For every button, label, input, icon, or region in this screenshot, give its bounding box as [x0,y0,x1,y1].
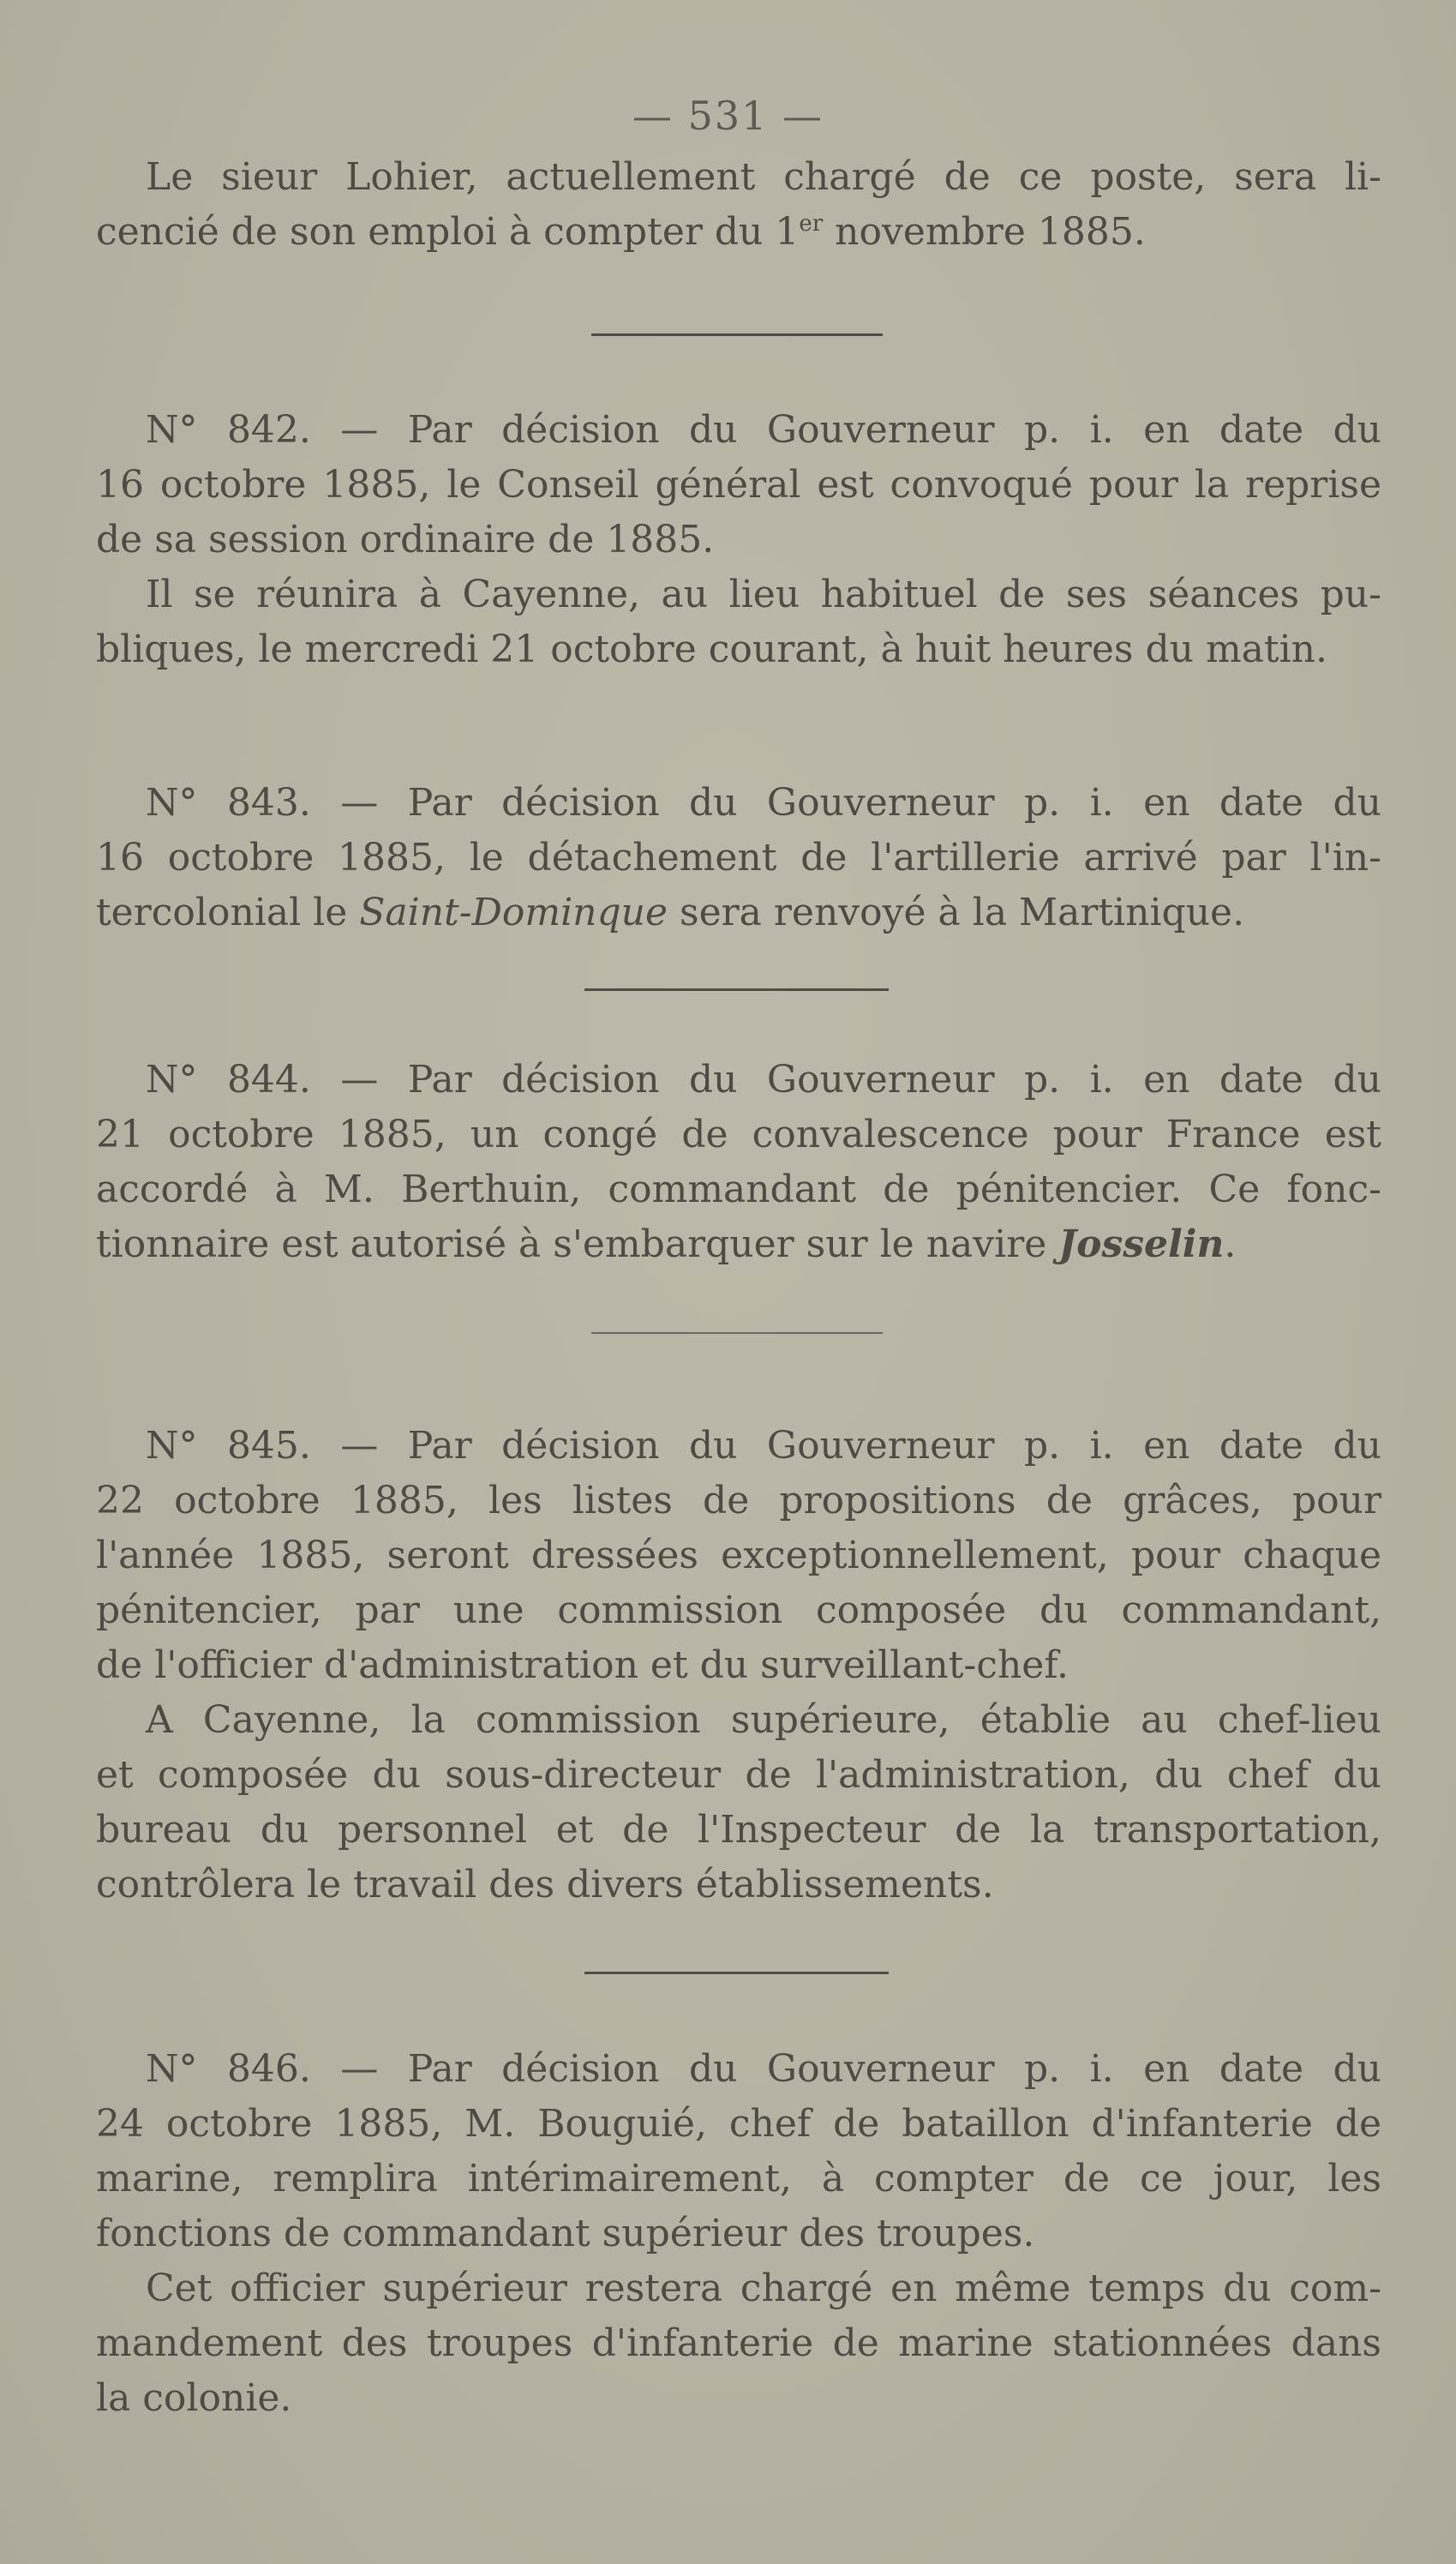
text-line: accordé à M. Berthuin, commandant de pénitencier. Ce fonc- [96,1168,1381,1211]
text-line: bliques, le mercredi 21 octobre courant, à huit heures du matin. [96,627,1327,671]
page-number: — 531 — [632,93,824,139]
text-line: N° 846. — Par décision du Gouverneur p. i. en date du [146,2047,1381,2091]
ship-name: Josselin [1058,1222,1225,1266]
text-line: de sa session ordinaire de 1885. [96,518,715,561]
text-line: l'année 1885, seront dressées exceptionnellement, pour chaque [96,1534,1381,1577]
text-line: marine, remplira intérimairement, à compter de ce jour, les [96,2157,1381,2201]
text-line: 24 octobre 1885, M. Bouguié, chef de bataillon d'infanterie de [96,2102,1381,2146]
section-divider [591,1332,883,1334]
text-line: pénitencier, par une commission composée du commandant, [96,1588,1381,1632]
decision-844 [96,1053,1381,1272]
text-line: bureau du personnel et de l'Inspecteur de la transportation, [96,1808,1381,1852]
text-line: mandement des troupes d'infanterie de marine stationnées dans [96,2321,1381,2365]
text-line: 22 octobre 1885, les listes de propositions de grâces, pour [96,1479,1381,1522]
text-line: N° 842. — Par décision du Gouverneur p. i. en date du [146,408,1381,452]
text-line: contrôlera le travail des divers établissements. [96,1863,994,1906]
text-line: de l'officier d'administration et du surveillant-chef. [96,1643,1070,1687]
text-line: Cet officier supérieur restera chargé en même temps du com- [146,2267,1381,2310]
section-divider [584,988,889,991]
text-line: tionnaire est autorisé à s'embarquer sur le navire Josselin. [96,1222,1237,1266]
superscript: er [799,211,824,237]
text-line: 16 octobre 1885, le détachement de l'artillerie arrivé par l'in- [96,836,1381,880]
text-line: N° 843. — Par décision du Gouverneur p. i. en date du [146,781,1381,825]
text-line: N° 844. — Par décision du Gouverneur p. i. en date du [146,1058,1381,1102]
text-line: cencié de son emploi à compter du 1er novembre 1885. [96,210,1146,254]
text-line: 16 octobre 1885, le Conseil général est convoqué pour la reprise [96,463,1381,507]
text-line: la colonie. [96,2376,292,2420]
text-line: fonctions de commandant supérieur des troupes. [96,2212,1035,2255]
text-line: A Cayenne, la commission supérieure, établie au chef-lieu [146,1698,1381,1742]
decision-845 [96,1419,1381,1912]
section-divider [584,1972,889,1974]
text-line: N° 845. — Par décision du Gouverneur p. i. en date du [146,1424,1381,1468]
text-line: Le sieur Lohier, actuellement chargé de ce poste, sera li- [146,155,1381,199]
paragraph-lohier [96,150,1381,260]
decision-842 [96,403,1381,677]
ship-name: Saint-Dominque [359,891,668,934]
decision-843 [96,776,1381,940]
text-line: 21 octobre 1885, un congé de convalescence pour France est [96,1113,1381,1156]
decision-846 [96,2042,1381,2426]
section-divider [591,333,883,336]
text-line: tercolonial le Saint-Dominque sera renvoyé à la Martinique. [96,891,1245,934]
text-line: Il se réunira à Cayenne, au lieu habituel de ses séances pu- [146,573,1381,616]
text-line: et composée du sous-directeur de l'administration, du chef du [96,1753,1381,1797]
